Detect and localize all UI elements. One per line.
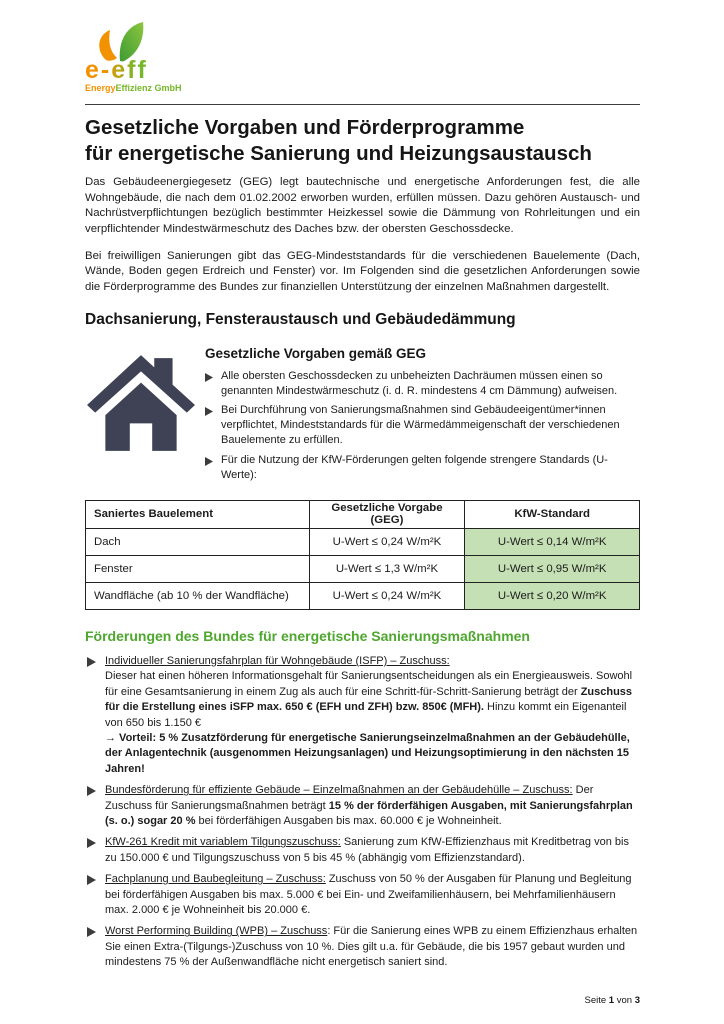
arrow-bullet-icon	[85, 835, 105, 866]
geg-list-item-text: Bei Durchführung von Sanierungsmaßnahmen sind Gebäudeeigentümer*innen verpflichtet, Mindeststandards für die Wärmedämmeigenschaft der verschiedenen Bauelemente zu erfüllen.	[221, 403, 620, 447]
page-title	[85, 115, 640, 166]
geg-subheading: Gesetzliche Vorgaben gemäß GEG	[205, 345, 427, 361]
funding-list-item	[85, 872, 640, 918]
cell-kfw-value: U-Wert ≤ 0,14 W/m²K	[465, 528, 640, 555]
table-header-geg: Gesetzliche Vorgabe (GEG)	[309, 500, 465, 528]
geg-list-item-text: Für die Nutzung der KfW-Förderungen gelten folgende strengere Standards (U-Werte):	[221, 453, 608, 481]
intro-paragraph-2: Bei freiwilligen Sanierungen gibt das GEG-Mindeststandards für die verschiedenen Bauelemente (Dach, Wände, Boden gegen Erdreich und Fenster) vor. Im Folgenden sind die gesetzlichen Anforderungen sowie die Förderprogramme des Bundes zur finanziellen Unterstützung der einzelnen Maßnahmen dargestellt.	[85, 249, 640, 293]
arrow-bullet-icon	[205, 369, 221, 399]
logo-company-part1: Energy	[85, 83, 116, 93]
table-body	[86, 528, 640, 609]
house-icon	[85, 354, 197, 461]
table-row	[86, 582, 640, 609]
geg-list-item	[205, 453, 640, 483]
section-heading-foerderungen: Förderungen des Bundes für energetische Sanierungsmaßnahmen	[85, 627, 530, 644]
intro-paragraph-1: Das Gebäudeenergiegesetz (GEG) legt bautechnische und energetische Anforderungen fest, die alle Wohngebäude, die nach dem 01.02.2002 erworben wurden, erfüllen müssen. Dazu gehören Austausch- und Nachrüstverpflichtungen bezüglich bestimmter Heizkessel sowie die Dämmung von Rohrleitungen und ein verpflichtender Mindestwärmeschutz des Daches bzw. der obersten Geschossdecke.	[85, 176, 640, 235]
logo-company-part2: Effizienz GmbH	[115, 83, 182, 93]
arrow-bullet-icon	[205, 403, 221, 449]
funding-list-item	[85, 924, 640, 970]
table-header-row	[86, 500, 640, 528]
cell-geg-value: U-Wert ≤ 1,3 W/m²K	[309, 555, 465, 582]
funding-list-item-text: Individueller Sanierungsfahrplan für Wohngebäude (ISFP) – Zuschuss: Dieser hat einen höheren Informationsgehalt für Sanierungsentscheidungen als ein Energieausweis. Sowohl für eine Gesamtsanierung in einem Zug als auch für eine Schritt-für-Schritt-Sanierung beträgt der Zuschuss für die Erstellung eines iSFP max. 650 € (EFH und ZFH) bzw. 850€ (MFH). Hinzu kommt ein Eigenanteil von 650 bis 1.150 € → Vorteil: 5 % Zusatzförderung für energetische Sanierungseinzelmaßnahmen an der Gebäudehülle, der Anlagentechnik (ausgenommen Heizungsanlagen) und Heizungsoptimierung in den nächsten 15 Jahren!	[105, 654, 633, 775]
geg-list-item-text: Alle obersten Geschossdecken zu unbeheizten Dachräumen müssen einen so genannten Mindestwärmeschutz (i. d. R. mindestens 4 cm Dämmung) aufweisen.	[221, 369, 618, 397]
funding-list-item-text: Worst Performing Building (WPB) – Zuschuss: Für die Sanierung eines WPB zu einem Effizienzhaus erhalten Sie einen Extra-(Tilgungs-)Zuschuss von 10 %. Dies gilt u.a. für Gebäude, die bis 1957 gebaut wurden und mindestens 75 % der Außenwandfläche nicht energetisch saniert sind.	[105, 925, 638, 969]
funding-list-item-text: Bundesförderung für effiziente Gebäude – Einzelmaßnahmen an der Gebäudehülle – Zuschuss: Der Zuschuss für Sanierungsmaßnahmen beträgt 15 % der förderfähigen Ausgaben, mit Sanierungsfahrplan (s. o.) sogar 20 % bei förderfähigen Ausgaben bis max. 60.000 € je Wohneinheit.	[105, 784, 633, 828]
footer-label-of: von	[614, 995, 635, 1006]
geg-section	[85, 344, 640, 487]
arrow-bullet-icon	[85, 783, 105, 829]
funding-list-item-text: KfW-261 Kredit mit variablem Tilgungszuschuss: Sanierung zum KfW-Effizienzhaus mit Kreditbetrag von bis zu 150.000 € und Tilgungszuschuss von 5 bis 45 % (abhängig vom Effizienzstandard).	[105, 836, 629, 864]
page-footer	[585, 995, 641, 1006]
cell-bauelement: Fenster	[86, 555, 310, 582]
logo-wordmark: e-eff	[85, 56, 148, 84]
arrow-bullet-icon	[85, 654, 105, 777]
funding-list-item	[85, 835, 640, 866]
cell-geg-value: U-Wert ≤ 0,24 W/m²K	[309, 582, 465, 609]
footer-page-number: 1	[608, 995, 615, 1006]
cell-kfw-value: U-Wert ≤ 0,20 W/m²K	[465, 582, 640, 609]
arrow-bullet-icon	[85, 924, 105, 970]
section-heading-dachsanierung: Dachsanierung, Fensteraustausch und Gebäudedämmung	[85, 310, 516, 328]
header-divider	[85, 104, 640, 105]
geg-list-item	[205, 369, 640, 399]
cell-kfw-value: U-Wert ≤ 0,95 W/m²K	[465, 555, 640, 582]
funding-list-item	[85, 783, 640, 829]
footer-label-page: Seite	[584, 995, 609, 1006]
u-value-table	[85, 500, 640, 610]
footer-total-pages: 3	[634, 995, 640, 1006]
geg-bullet-list	[205, 369, 640, 483]
table-header-kfw: KfW-Standard	[465, 500, 640, 528]
table-row	[86, 528, 640, 555]
page-title-line2: für energetische Sanierung und Heizungsaustausch	[85, 141, 592, 165]
cell-geg-value: U-Wert ≤ 0,24 W/m²K	[309, 528, 465, 555]
funding-list-item-text: Fachplanung und Baubegleitung – Zuschuss: Zuschuss von 50 % der Ausgaben für Planung und Begleitung bei förderfähigen Ausgaben bis max. 5.000 € bei Ein- und Zweifamilienhäusern, bei Mehrfamilienhäusern max. 2.000 € je Wohneinheit bis 20.000 €.	[105, 873, 632, 917]
table-header-bauelement: Saniertes Bauelement	[86, 500, 310, 528]
cell-bauelement: Wandfläche (ab 10 % der Wandfläche)	[86, 582, 310, 609]
funding-list	[85, 654, 640, 971]
funding-list-item	[85, 654, 640, 777]
page-title-line1: Gesetzliche Vorgaben und Förderprogramme	[85, 116, 525, 139]
arrow-bullet-icon	[205, 453, 221, 483]
cell-bauelement: Dach	[86, 528, 310, 555]
company-logo	[85, 24, 640, 96]
table-row	[86, 555, 640, 582]
geg-list-item	[205, 403, 640, 449]
arrow-bullet-icon	[85, 872, 105, 918]
logo-company-name	[85, 84, 182, 93]
